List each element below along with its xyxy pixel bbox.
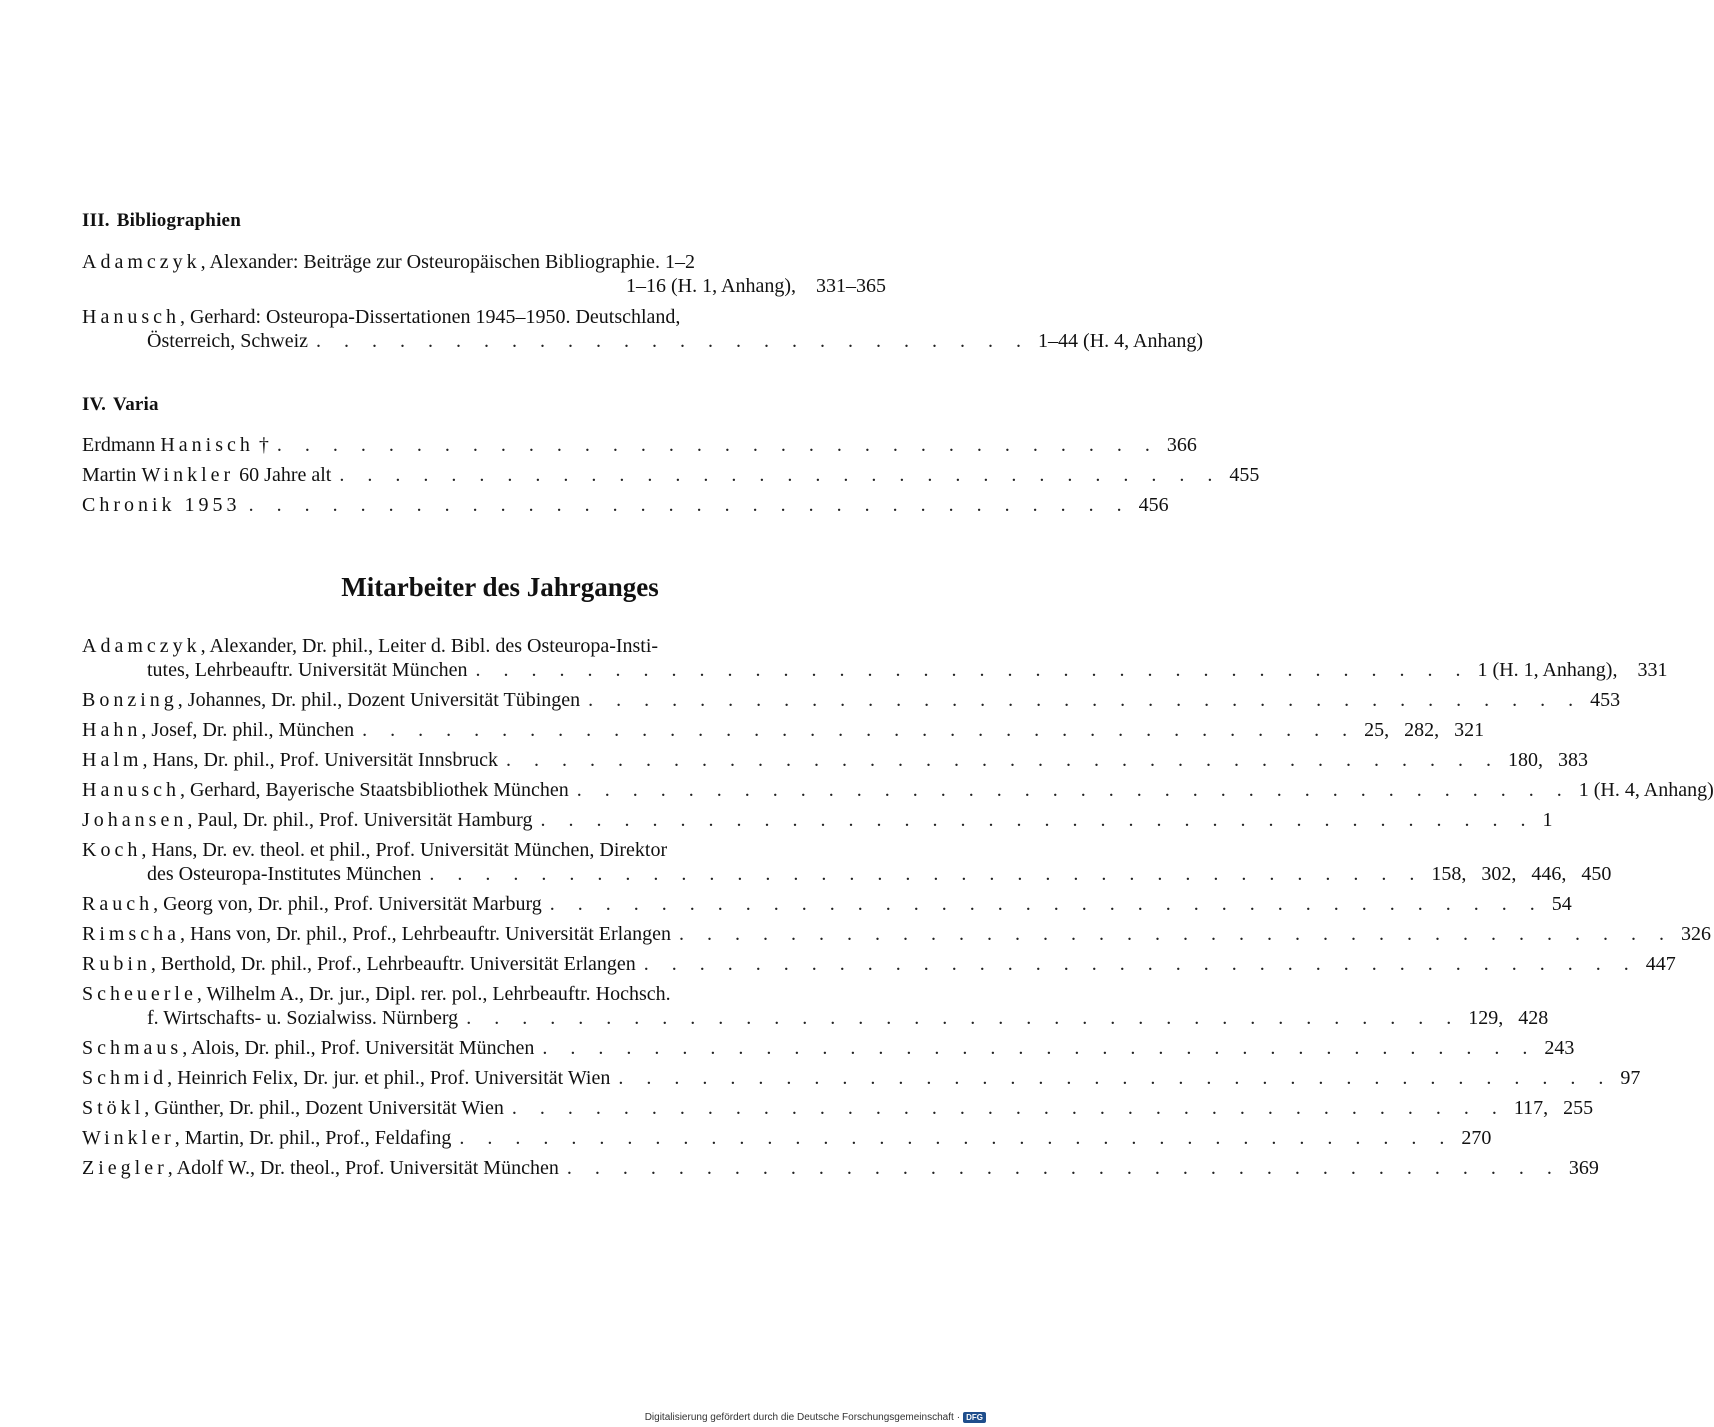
leader-dots: . . . . . . . . . . . . . . . . . . . . . . . . . . . . . . . . . . . . <box>540 809 1535 831</box>
contributor-details: , Paul, Dr. phil., Prof. Universität Hamburg <box>187 809 533 831</box>
contributor-name: Hahn <box>82 719 142 741</box>
contributor-details: , Hans, Dr. ev. theol. et phil., Prof. Universität München, Direktor <box>141 839 668 861</box>
leader-dots: . . . . . . . . . . . . . . . . . . . . . . . . . . . . . . . . . . . . <box>511 1097 1506 1119</box>
section-title: Bibliographien <box>116 210 241 231</box>
author-name: Adamczyk <box>82 251 201 273</box>
section-heading-varia <box>82 394 159 416</box>
contributor-entry <box>82 746 1588 774</box>
leader-dots: . . . . . . . . . . . . . . . . . . . . . . . . . . . . . . . . . . . . <box>549 893 1544 915</box>
entry-pages: 1–44 (H. 4, Anhang) <box>1038 330 1204 352</box>
contributor-entry <box>82 1064 1641 1092</box>
contributor-pages: 180, 383 <box>1507 749 1588 771</box>
section-heading-bibliographien <box>82 210 241 232</box>
contributor-name: Winkler <box>82 1127 175 1149</box>
contributor-pages: 117, 255 <box>1513 1097 1594 1119</box>
contributor-pages: 453 <box>1590 689 1621 711</box>
entry-pages: 366 <box>1166 434 1197 456</box>
entry-text: , Alexander: Beiträge zur Osteuropäischen Bibliographie. 1–2 <box>200 251 695 273</box>
section-number: IV. <box>82 394 107 415</box>
section-number: III. <box>82 210 110 231</box>
contributor-entry <box>82 920 1711 948</box>
entry-suffix: † <box>253 434 269 456</box>
contributor-details: , Georg von, Dr. phil., Prof. Universität Marburg <box>153 893 542 915</box>
contributor-details: , Alexander, Dr. phil., Leiter d. Bibl. des Osteuropa-Insti- <box>200 635 659 657</box>
contributor-name: Rimscha <box>82 923 180 945</box>
contributor-details: , Günther, Dr. phil., Dozent Universität Wien <box>144 1097 504 1119</box>
page-title: Mitarbeiter des Jahrganges <box>341 572 659 602</box>
entry-text: Österreich, Schweiz <box>147 330 309 352</box>
entry-spaced-name: Winkler <box>141 464 235 486</box>
leader-dots: . . . . . . . . . . . . . . . . . . . . . . . . . . . . . . . . . . . . <box>643 953 1638 975</box>
contributor-name: Rauch <box>82 893 154 915</box>
contributor-details: tutes, Lehrbeauftr. Universität München <box>147 659 468 681</box>
contributor-details: , Martin, Dr. phil., Prof., Feldafing <box>174 1127 452 1149</box>
contributor-pages: 447 <box>1645 953 1676 975</box>
contributor-entry <box>82 1034 1575 1062</box>
contributor-entry <box>82 1124 1492 1152</box>
contributor-name: Schmaus <box>82 1037 183 1059</box>
entry-pages: 1–16 (H. 1, Anhang), 331–365 <box>626 275 886 297</box>
contributor-name: Hanusch <box>82 779 180 801</box>
contributor-pages: 54 <box>1551 893 1572 915</box>
contributor-pages: 1 (H. 1, Anhang), 331 <box>1477 659 1668 681</box>
biblio-entry-line <box>82 272 886 300</box>
contributor-details: , Hans von, Dr. phil., Prof., Lehrbeauftr. Universität Erlangen <box>180 923 671 945</box>
contributor-entry <box>82 806 1553 834</box>
contributor-pages: 326 <box>1681 923 1711 945</box>
contributor-name: Koch <box>82 839 142 861</box>
leader-dots: . . . . . . . . . . . . . . . . . . . . . . . . . . . . . . . . . . . . <box>588 689 1583 711</box>
contributor-entry <box>82 950 1676 978</box>
leader-dots: . . . . . . . . . . . . . . . . . . . . . . . . . . . . . . . . . . . . <box>566 1157 1561 1179</box>
contributor-entry <box>82 1154 1599 1182</box>
contributor-entry-continuation <box>147 1004 1549 1032</box>
contributor-name: Stökl <box>82 1097 145 1119</box>
footer-credit: Digitalisierung gefördert durch die Deutsche Forschungsgemeinschaft · DFG <box>645 1412 986 1423</box>
contributor-pages: 1 <box>1542 809 1553 831</box>
varia-entry <box>82 461 1260 489</box>
contributor-entry-continuation <box>147 860 1612 888</box>
contributor-entry <box>82 890 1572 918</box>
contributor-pages: 97 <box>1620 1067 1641 1089</box>
contributor-details: des Osteuropa-Institutes München <box>147 863 422 885</box>
contributor-details: , Alois, Dr. phil., Prof. Universität München <box>182 1037 535 1059</box>
contributor-name: Scheuerle <box>82 983 197 1005</box>
contributor-pages: 1 (H. 4, Anhang) <box>1578 779 1714 801</box>
section-title: Varia <box>113 394 159 415</box>
contributor-entry <box>82 1094 1594 1122</box>
contributor-details: , Hans, Dr. phil., Prof. Universität Innsbruck <box>142 749 498 771</box>
entry-pages: 456 <box>1138 494 1169 516</box>
contributor-name: Rubin <box>82 953 151 975</box>
biblio-entry-line <box>147 327 1204 355</box>
entry-spaced-name: Hanisch <box>160 434 254 456</box>
leader-dots: . . . . . . . . . . . . . . . . . . . . . . . . . . . . . . . . . . . . <box>459 1127 1454 1149</box>
contributor-entry <box>82 776 1714 804</box>
contributor-details: , Johannes, Dr. phil., Dozent Universität Tübingen <box>177 689 581 711</box>
contributor-entry <box>82 686 1621 714</box>
leader-dots: . . . . . . . . . . . . . . . . . . . . . . . . . . . . . . . . <box>276 434 1159 456</box>
contributor-details: , Gerhard, Bayerische Staatsbibliothek München <box>179 779 569 801</box>
contributor-name: Schmid <box>82 1067 168 1089</box>
varia-entry <box>82 491 1169 519</box>
contributor-pages: 270 <box>1461 1127 1492 1149</box>
contributor-details: , Josef, Dr. phil., München <box>141 719 355 741</box>
contributor-details: , Wilhelm A., Dr. jur., Dipl. rer. pol., Lehrbeauftr. Hochsch. <box>196 983 671 1005</box>
contributor-details: , Adolf W., Dr. theol., Prof. Universität München <box>167 1157 559 1179</box>
contributor-details: , Berthold, Dr. phil., Prof., Lehrbeauftr. Universität Erlangen <box>150 953 636 975</box>
leader-dots: . . . . . . . . . . . . . . . . . . . . . . . . . . . . . . . . . . . . <box>475 659 1470 681</box>
entry-suffix: 60 Jahre alt <box>234 464 332 486</box>
entry-spaced-name: Chronik 1953 <box>82 494 241 516</box>
contributor-name: Bonzing <box>82 689 178 711</box>
leader-dots: . . . . . . . . . . . . . . . . . . . . . . . . . . . . . . . . . . . . <box>362 719 1357 741</box>
leader-dots: . . . . . . . . . . . . . . . . . . . . . . . . . . . . . . . . . . . . <box>679 923 1673 945</box>
contributor-pages: 243 <box>1544 1037 1575 1059</box>
contributor-details: , Heinrich Felix, Dr. jur. et phil., Prof. Universität Wien <box>167 1067 611 1089</box>
contributor-name: Ziegler <box>82 1157 168 1179</box>
footer-text: Digitalisierung gefördert durch die Deutsche Forschungsgemeinschaft <box>644 1412 954 1423</box>
leader-dots: . . . . . . . . . . . . . . . . . . . . . . . . . . . . . . . . <box>248 494 1131 516</box>
contributor-entry <box>82 716 1485 744</box>
author-name: Hanusch <box>82 306 180 328</box>
leader-dots: . . . . . . . . . . . . . . . . . . . . . . . . . . . . . . . . . . . . <box>429 863 1424 885</box>
leader-dots: . . . . . . . . . . . . . . . . . . . . . . . . . . . . . . . . . . . . <box>542 1037 1537 1059</box>
entry-pages: 455 <box>1229 464 1260 486</box>
entry-prefix: Martin <box>82 464 142 486</box>
contributor-name: Johansen <box>82 809 188 831</box>
leader-dots: . . . . . . . . . . . . . . . . . . . . . . . . . . . . . . . . . . . . <box>576 779 1571 801</box>
leader-dots: . . . . . . . . . . . . . . . . . . . . . . . . . . . . . . . . <box>339 464 1222 486</box>
leader-dots: . . . . . . . . . . . . . . . . . . . . . . . . . . <box>316 330 1031 352</box>
contributor-name: Halm <box>82 749 143 771</box>
contributor-name: Adamczyk <box>82 635 201 657</box>
contributor-pages: 129, 428 <box>1468 1007 1549 1029</box>
contributor-details: f. Wirtschafts- u. Sozialwiss. Nürnberg <box>147 1007 459 1029</box>
leader-dots: . . . . . . . . . . . . . . . . . . . . . . . . . . . . . . . . . . . . <box>505 749 1500 771</box>
entry-prefix: Erdmann <box>82 434 161 456</box>
contributor-pages: 25, 282, 321 <box>1364 719 1485 741</box>
leader-dots: . . . . . . . . . . . . . . . . . . . . . . . . . . . . . . . . . . . . <box>466 1007 1461 1029</box>
contributor-entry-continuation <box>147 656 1668 684</box>
varia-entry <box>82 431 1197 459</box>
contributor-pages: 369 <box>1568 1157 1599 1179</box>
leader-dots: . . . . . . . . . . . . . . . . . . . . . . . . . . . . . . . . . . . . <box>618 1067 1613 1089</box>
contributor-pages: 158, 302, 446, 450 <box>1431 863 1612 885</box>
entry-text: , Gerhard: Osteuropa-Dissertationen 1945–1950. Deutschland, <box>179 306 681 328</box>
dfg-logo: DFG <box>963 1412 986 1423</box>
